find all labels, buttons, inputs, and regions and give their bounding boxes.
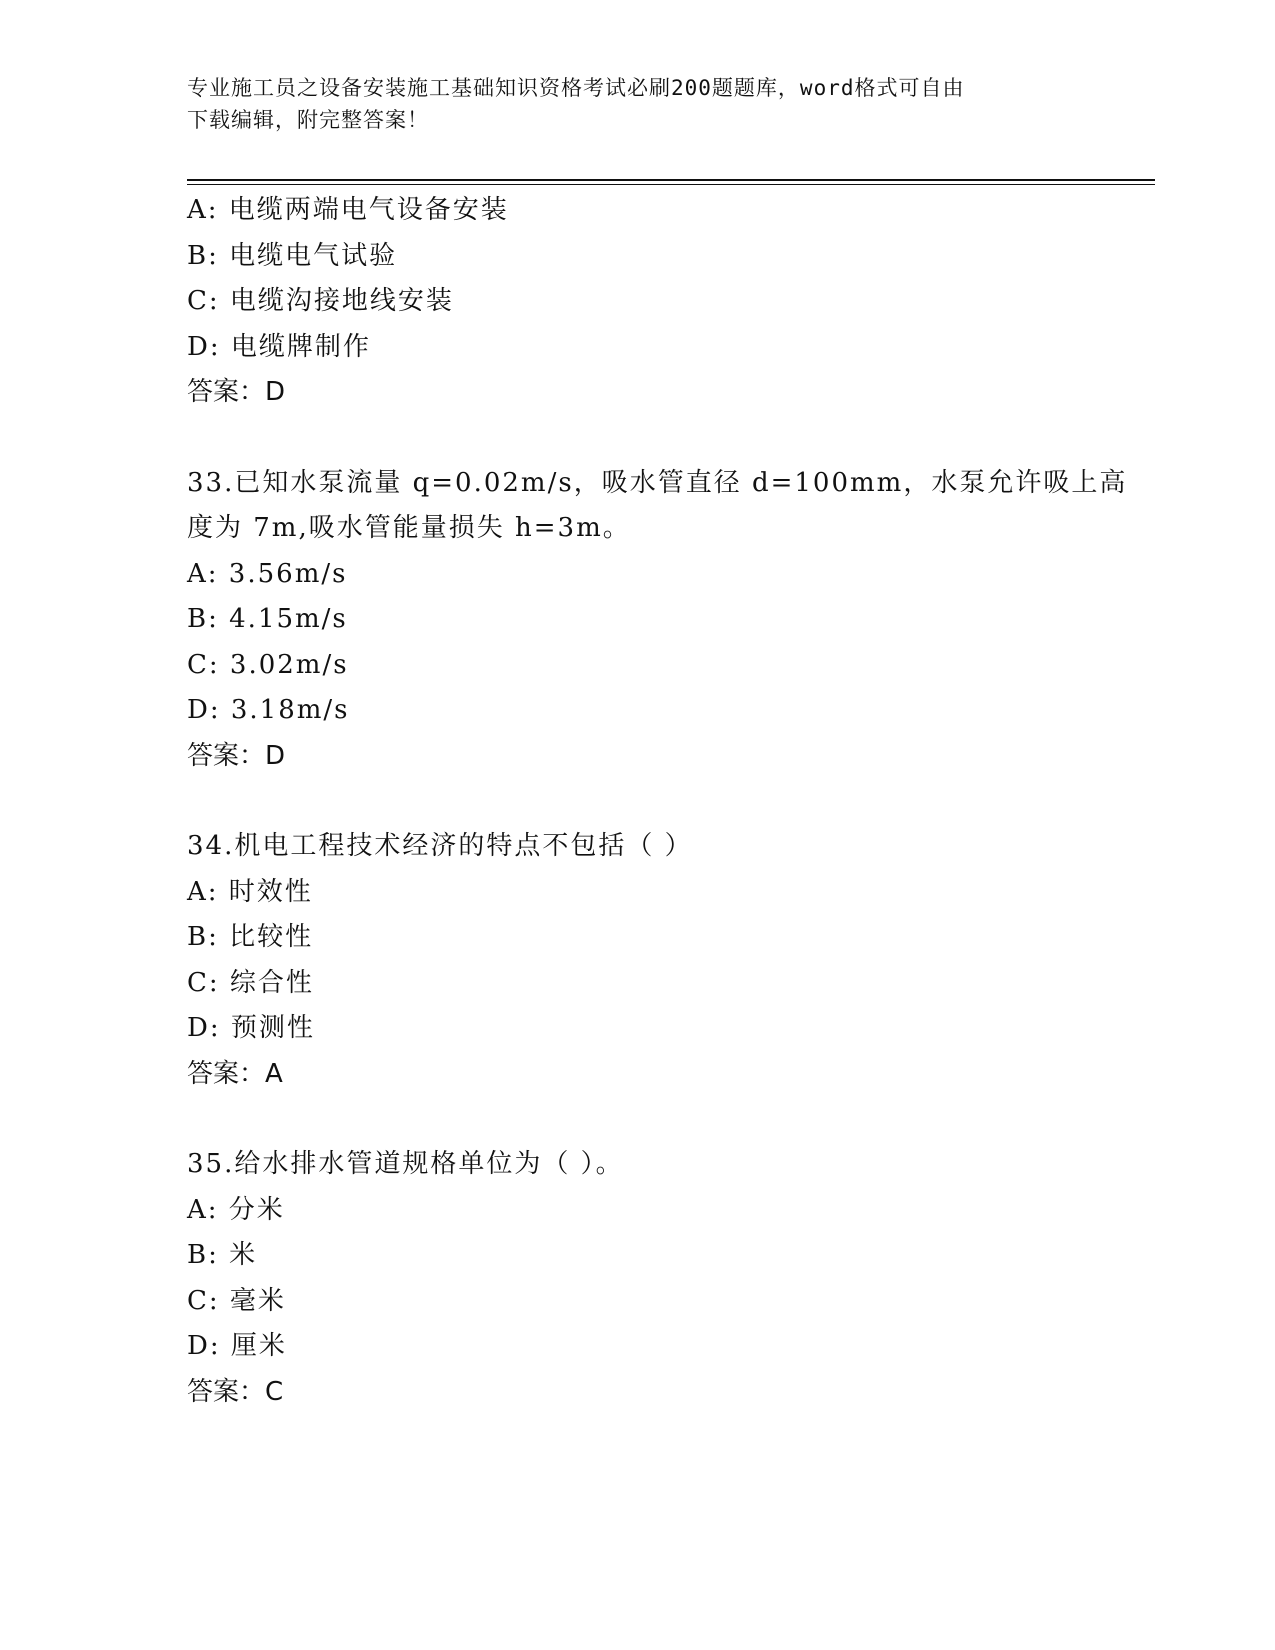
option-a: A: 分米 <box>187 1194 285 1225</box>
option-b: B: 电缆电气试验 <box>187 240 398 271</box>
answer-line: 答案：D <box>187 377 286 407</box>
question-33-text-line-2: 度为 7m,吸水管能量损失 h=3m。 <box>187 513 631 543</box>
header-divider-thin <box>187 184 1155 185</box>
question-list <box>187 188 1147 1415</box>
option-c: C: 电缆沟接地线安装 <box>187 286 454 316</box>
question-35-text: 35.给水排水管道规格单位为（ ）。 <box>187 1149 624 1179</box>
option-c: C: 综合性 <box>187 967 314 998</box>
option-b: B: 比较性 <box>187 922 314 952</box>
spacer <box>187 416 1147 461</box>
header-title-line-1: 专业施工员之设备安装施工基础知识资格考试必刷200题题库，word格式可自由 <box>187 76 965 100</box>
header-divider-thick <box>187 179 1155 181</box>
option-a: A: 3.56m/s <box>187 558 348 589</box>
option-b: B: 4.15m/s <box>187 604 348 634</box>
answer-line: 答案：D <box>187 740 286 771</box>
spacer <box>187 1097 1147 1142</box>
option-d: D: 电缆牌制作 <box>187 331 371 362</box>
spacer <box>187 779 1147 824</box>
answer-line: 答案：A <box>187 1058 283 1089</box>
option-d: D: 厘米 <box>187 1331 287 1361</box>
option-c: C: 毫米 <box>187 1285 286 1316</box>
option-d: D: 预测性 <box>187 1013 315 1043</box>
option-a: A: 电缆两端电气设备安装 <box>187 195 509 225</box>
question-33-text-line-1: 33.已知水泵流量 q=0.02m/s，吸水管直径 d=100mm，水泵允许吸上高 <box>187 467 1128 498</box>
question-33-block <box>187 461 1147 780</box>
header-title-line-2: 下载编辑，附完整答案！ <box>187 108 429 132</box>
question-34-block <box>187 824 1147 1097</box>
option-a: A: 时效性 <box>187 876 313 907</box>
option-c: C: 3.02m/s <box>187 649 349 680</box>
question-34-text: 34.机电工程技术经济的特点不包括（ ） <box>187 831 693 861</box>
question-35-block <box>187 1142 1147 1415</box>
answer-line: 答案：C <box>187 1376 284 1407</box>
option-d: D: 3.18m/s <box>187 695 350 725</box>
question-32-block <box>187 188 1147 416</box>
document-header <box>187 72 1087 136</box>
option-b: B: 米 <box>187 1240 258 1270</box>
